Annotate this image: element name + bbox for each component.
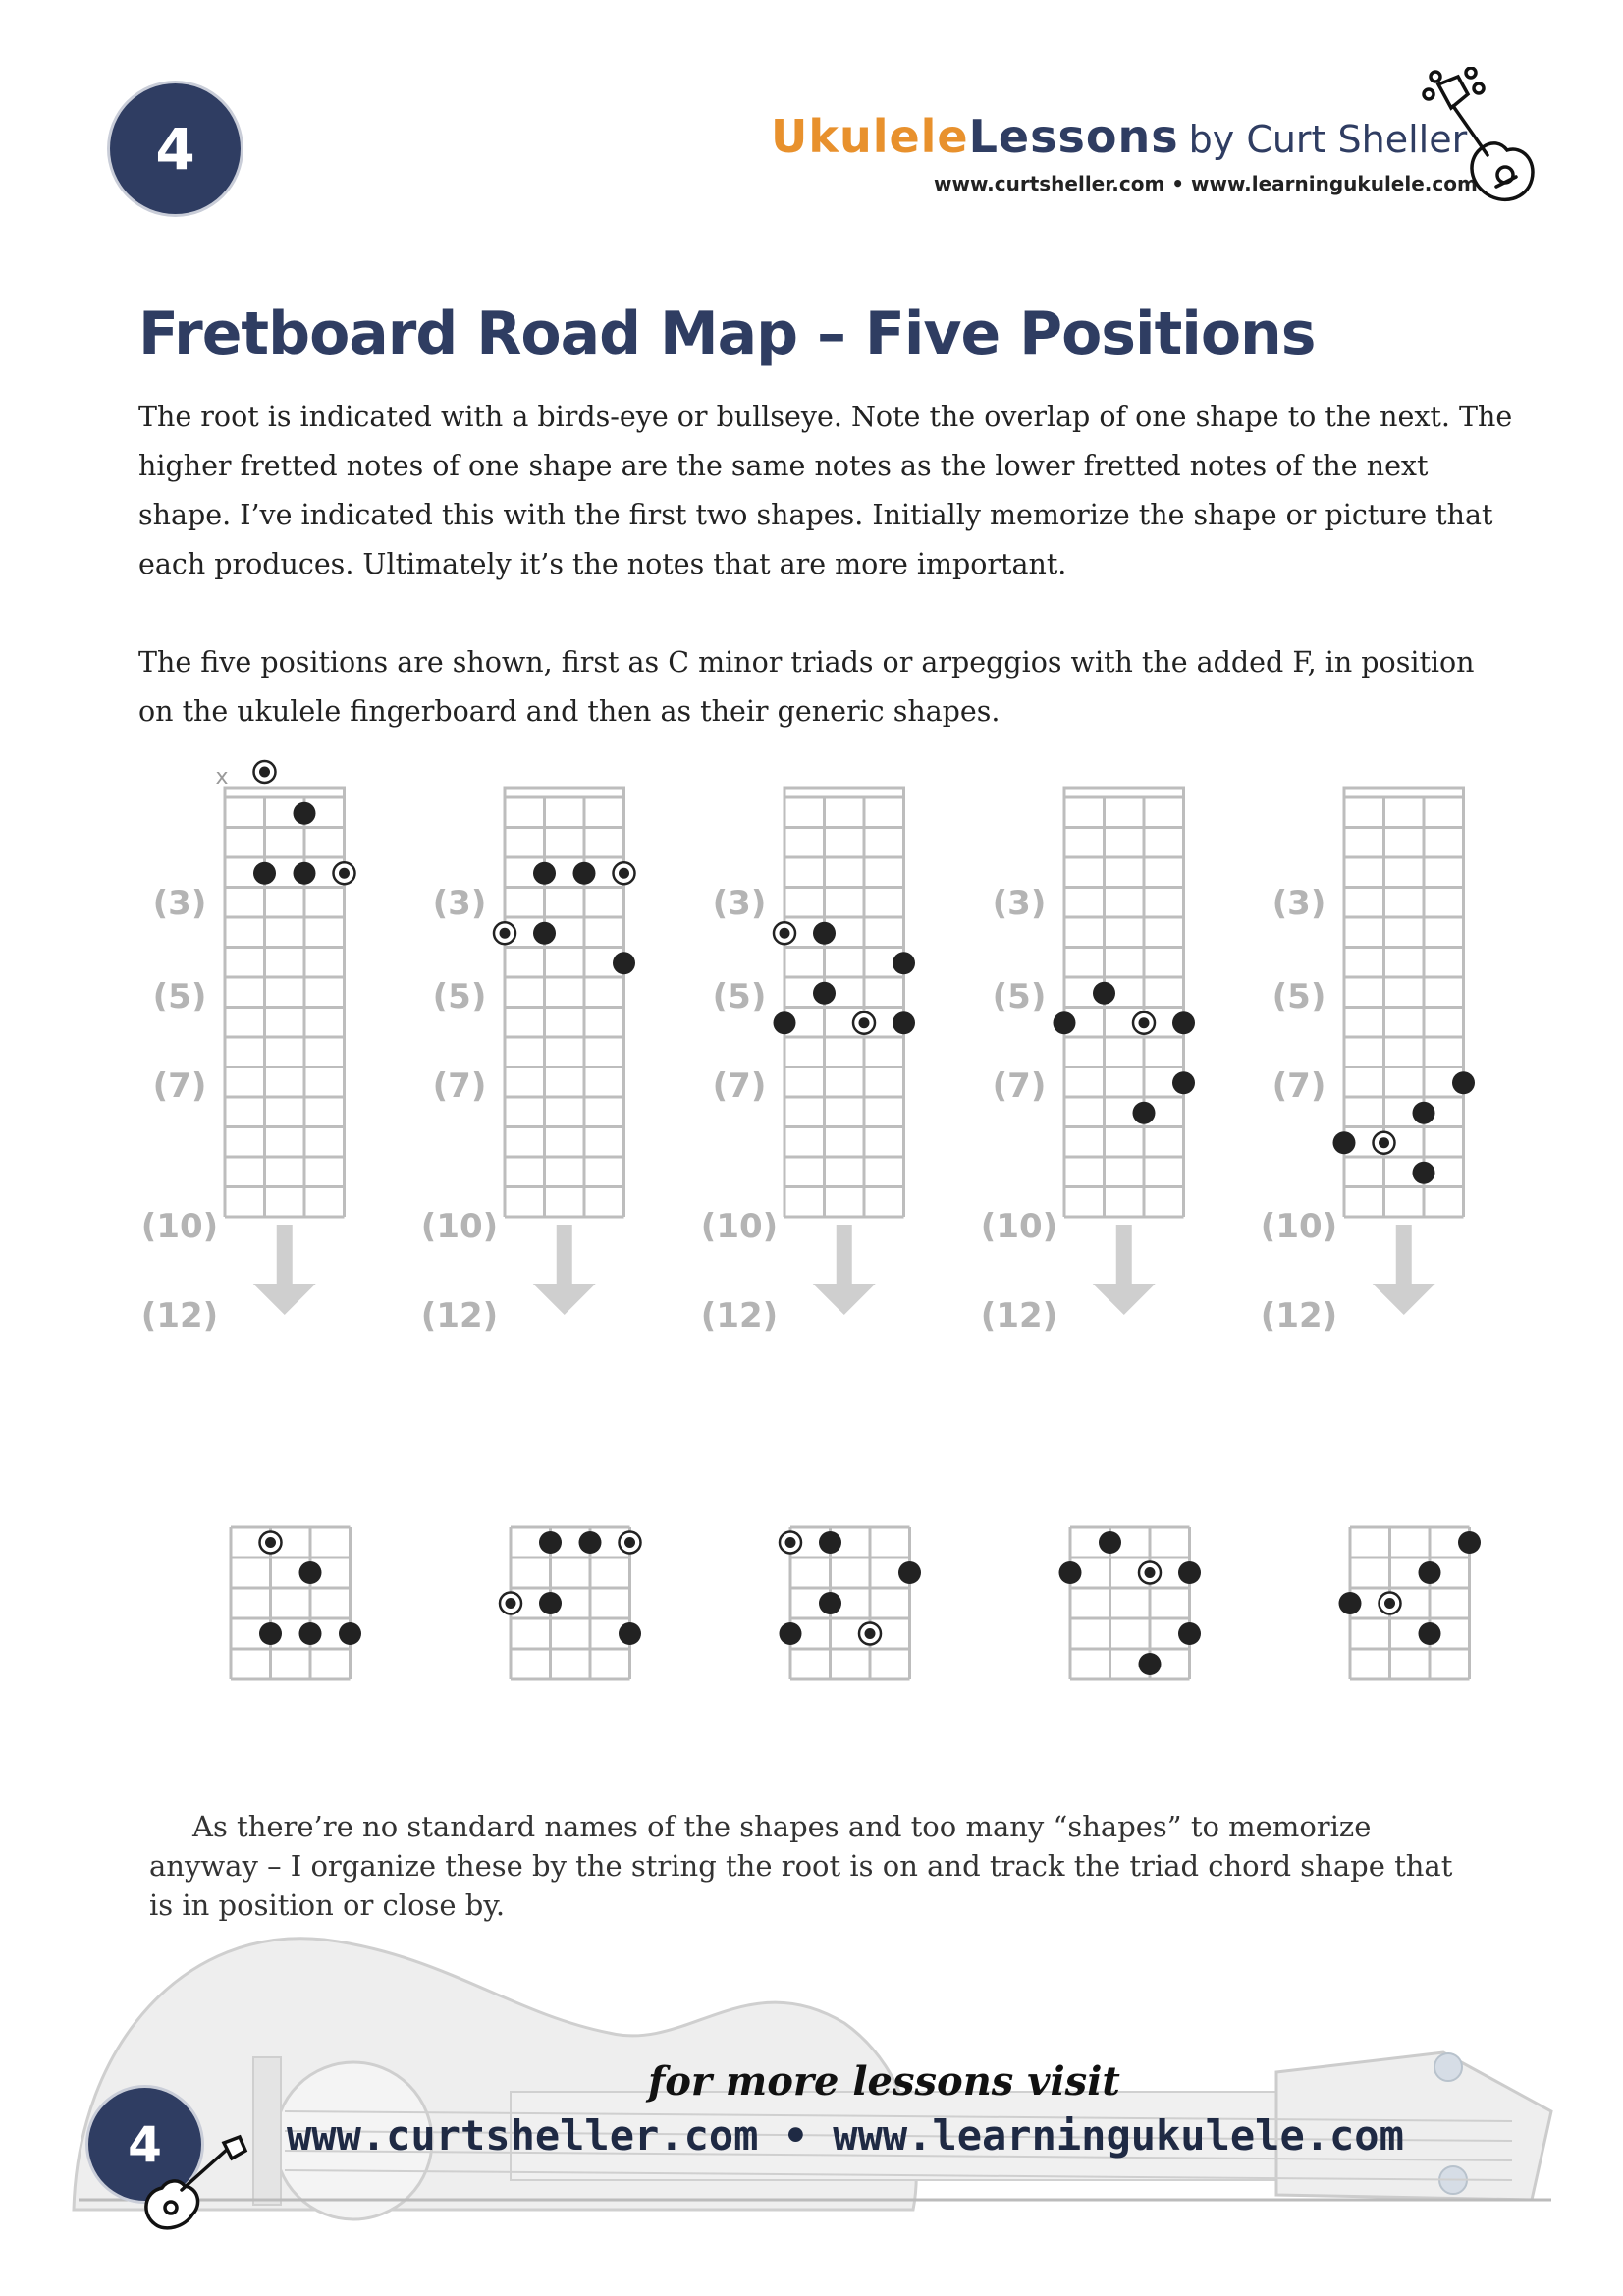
position-3-shape-note-dot <box>898 1561 921 1584</box>
position-5-shape-note-dot <box>1458 1531 1481 1554</box>
position-3-fret-label: (5) <box>712 977 767 1016</box>
position-2-root-center <box>619 868 629 879</box>
more-lessons-label: for more lessons visit <box>648 2058 1120 2105</box>
footer-page-badge: 4 <box>88 2088 201 2201</box>
position-1-root-center <box>339 868 350 879</box>
position-3-root-center <box>780 928 790 939</box>
position-2-fret-label: (3) <box>432 884 487 923</box>
position-4-note-dot <box>1054 1011 1076 1034</box>
position-3-arrow-shaft <box>837 1225 852 1285</box>
position-3-shape-note-dot <box>780 1622 802 1645</box>
position-1-note-dot <box>253 862 276 885</box>
position-5-shape-note-dot <box>1339 1592 1362 1614</box>
position-5-shape-note-dot <box>1419 1622 1441 1645</box>
position-1-arrow-head <box>253 1284 316 1315</box>
position-4-arrow-shaft <box>1116 1225 1132 1285</box>
brand-word-lessons: Lessons <box>968 110 1179 163</box>
position-1-fret-label: (12) <box>140 1296 219 1336</box>
position-5-note-dot <box>1333 1131 1356 1154</box>
position-3-note-dot <box>893 952 915 974</box>
position-5-fret-label: (12) <box>1260 1296 1338 1336</box>
position-2-shape-root-center <box>506 1598 516 1609</box>
position-2-shape-note-dot <box>539 1592 562 1614</box>
position-1-shape-note-dot <box>339 1622 361 1645</box>
position-4-fret-label: (10) <box>980 1207 1058 1246</box>
position-3-fret-label: (3) <box>712 884 767 923</box>
position-2-fret-label: (7) <box>432 1066 487 1106</box>
page-title: Fretboard Road Map – Five Positions <box>138 300 1316 368</box>
position-4-fret-label: (12) <box>980 1296 1058 1336</box>
position-3-note-dot <box>813 922 836 945</box>
position-3-note-dot <box>813 982 836 1005</box>
position-2-note-dot <box>533 922 556 945</box>
position-1-note-dot <box>294 802 316 825</box>
position-4-shape-root-center <box>1145 1567 1156 1578</box>
position-5-note-dot <box>1413 1102 1435 1124</box>
positions-paragraph: The five positions are shown, first as C minor triads or arpeggios with the added F, in position on the ukulele fingerboard and then as their generic shapes. <box>138 646 1475 728</box>
position-5-note-dot <box>1413 1162 1435 1184</box>
position-2-note-dot <box>573 862 596 885</box>
position-4-fret-label: (7) <box>992 1066 1047 1106</box>
position-2-shape-note-dot <box>619 1622 641 1645</box>
position-3-note-dot <box>893 1011 915 1034</box>
footer-urls[interactable]: www.curtsheller.com • www.learningukulele.com <box>287 2111 1404 2159</box>
position-2-fret-label: (5) <box>432 977 487 1016</box>
position-3-fret-label: (7) <box>712 1066 767 1106</box>
position-4-shape-note-dot <box>1139 1653 1162 1675</box>
position-1-shape-note-dot <box>259 1622 282 1645</box>
position-4-fret-label: (5) <box>992 977 1047 1016</box>
position-5-note-dot <box>1452 1071 1475 1094</box>
position-2-fret-label: (10) <box>420 1207 499 1246</box>
position-4-note-dot <box>1172 1071 1195 1094</box>
position-5-fret-label: (3) <box>1271 884 1326 923</box>
position-2-note-dot <box>533 862 556 885</box>
position-1-arrow-shaft <box>277 1225 293 1285</box>
brand-word-ukulele: Ukulele <box>771 110 969 163</box>
position-5-arrow-head <box>1373 1284 1435 1315</box>
position-1-fret-label: (5) <box>152 977 207 1016</box>
position-1-root-center <box>259 767 270 778</box>
position-1-fret-label: (10) <box>140 1207 219 1246</box>
position-5-fret-label: (10) <box>1260 1207 1338 1246</box>
brand-logo <box>771 110 1467 163</box>
position-1-shape-root-center <box>265 1537 276 1548</box>
position-1-shape-note-dot <box>299 1561 322 1584</box>
position-1-note-dot <box>294 862 316 885</box>
position-3-shape-root-center <box>865 1628 876 1639</box>
position-4-shape-note-dot <box>1099 1531 1121 1554</box>
ukulele-icon <box>1414 67 1542 214</box>
position-3-fret-label: (10) <box>700 1207 779 1246</box>
muted-string-marker: x <box>215 765 229 790</box>
position-2-arrow-head <box>533 1284 596 1315</box>
brand-author: by Curt Sheller <box>1188 118 1468 161</box>
position-5-arrow-shaft <box>1396 1225 1412 1285</box>
position-3-note-dot <box>774 1011 796 1034</box>
position-2-shape-root-center <box>624 1537 635 1548</box>
position-4-fret-label: (3) <box>992 884 1047 923</box>
header-urls: www.curtsheller.com • www.learningukulele.com <box>934 172 1478 195</box>
position-2-root-center <box>500 928 511 939</box>
position-5-root-center <box>1379 1137 1389 1148</box>
closing-paragraph: As there’re no standard names of the shapes and too many “shapes” to memorize anyway – I organize these by the string the root is on and track the triad chord shape that is in position or close by. <box>149 1810 1453 1922</box>
position-4-shape-note-dot <box>1059 1561 1082 1584</box>
position-3-arrow-head <box>813 1284 876 1315</box>
position-1-shape-note-dot <box>299 1622 322 1645</box>
footer-ukulele-icon <box>137 2131 255 2239</box>
position-3-root-center <box>859 1017 870 1028</box>
position-4-note-dot <box>1172 1011 1195 1034</box>
position-4-root-center <box>1139 1017 1150 1028</box>
position-5-fret-label: (5) <box>1271 977 1326 1016</box>
position-4-note-dot <box>1133 1102 1156 1124</box>
position-4-shape-note-dot <box>1178 1561 1201 1584</box>
position-5-shape-root-center <box>1384 1598 1395 1609</box>
position-4-shape-note-dot <box>1178 1622 1201 1645</box>
page-number-badge: 4 <box>110 83 241 214</box>
fretboard-diagrams <box>0 746 1623 1768</box>
position-3-shape-note-dot <box>819 1592 841 1614</box>
position-2-arrow-shaft <box>557 1225 572 1285</box>
position-5-shape-note-dot <box>1419 1561 1441 1584</box>
position-4-arrow-head <box>1093 1284 1156 1315</box>
position-5-fret-label: (7) <box>1271 1066 1326 1106</box>
position-2-shape-note-dot <box>539 1531 562 1554</box>
position-2-fret-label: (12) <box>420 1296 499 1336</box>
position-3-fret-label: (12) <box>700 1296 779 1336</box>
position-3-shape-root-center <box>785 1537 796 1548</box>
position-1-fret-label: (7) <box>152 1066 207 1106</box>
position-2-shape-note-dot <box>579 1531 602 1554</box>
position-3-shape-note-dot <box>819 1531 841 1554</box>
intro-paragraph: The root is indicated with a birds-eye or bullseye. Note the overlap of one shape to the next. The higher fretted notes of one shape are the same notes as the lower fretted notes of the next shape. I’ve indicated this with the first two shapes. Initially memorize the shape or picture that each produces. Ultimately it’s the notes that are more important. <box>138 401 1513 580</box>
position-4-note-dot <box>1093 982 1115 1005</box>
position-2-note-dot <box>613 952 635 974</box>
position-1-fret-label: (3) <box>152 884 207 923</box>
